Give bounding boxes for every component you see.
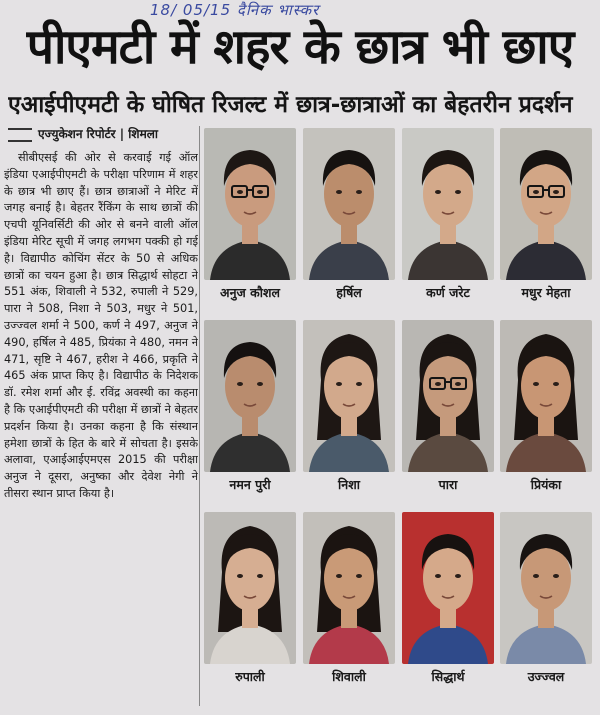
student-card [500,512,596,705]
student-name-caption: कर्ण जरेट [426,285,470,300]
student-card [204,512,300,705]
student-name-caption: हर्षिल [336,285,362,300]
student-photo [500,512,592,664]
student-card [303,320,399,513]
student-photo [402,128,494,280]
student-photo [402,320,494,472]
article-body [4,150,198,705]
byline-marker [8,128,32,142]
student-card [402,128,498,321]
student-photo-grid [204,128,596,708]
student-name-caption: पारा [438,477,458,492]
student-name-caption: अनुज कौशल [220,285,280,300]
student-name-caption: उज्ज्वल [527,669,565,684]
student-card [303,128,399,321]
article-paragraph: सीबीएसई की ओर से करवाई गई ऑल इंडिया एआईपीएमटी के परीक्षा परिणाम में शहर के छात्र भी छाए हैं। छात्र छात्राओं ने मेरिट में जगह बनाई है। बेहतर रैंकिंग के साथ छात्रों की एचपी यूनिवर्सिटी की ओर से बनने वाली ऑल इंडिया मेरिट सूची में जगह लगभग पक्की हो गई है। विद्यापीठ कोचिंग सेंटर के 50 से अधिक छात्रों का चयन हुआ है। छात्र सिद्धार्थ सोहटा ने 551 अंक, शिवाली ने 532, रुपाली ने 529, पारा ने 508, निशा ने 503, मधुर ने 501, उज्ज्वल शर्मा ने 500, कर्ण ने 497, अनुज ने 490, हर्षिल ने 485, प्रियंका ने 480, नमन ने 471, सृष्टि ने 467, हरीश ने 466, प्रकृति ने 465 अंक प्राप्त किए है। विद्यापीठ के निदेशक डॉ. रमेश शर्मा और ई. रविंद्र अवस्थी का कहना है कि एआईपीएमटी की परीक्षा में छात्रों ने बेहतर प्रदर्शन किया है। उनका कहना है कि संस्थान हमेशा छात्रों के हित के बारे में सोचता है। इसके अलावा, एआईआईएमएस 2015 की परीक्षा अनुज ने दूसरा, अनुष्का और देवेश नेगी ने तीसरा स्थान प्राप्त किया है। [4,151,198,500]
student-name-caption: नमन पुरी [229,477,271,492]
student-photo [204,128,296,280]
student-photo [204,512,296,664]
student-card [204,320,300,513]
student-photo [303,512,395,664]
student-card [303,512,399,705]
subheadline: एआईपीएमटी के घोषित रिजल्ट में छात्र-छात्राओं का बेहतरीन प्रदर्शन [8,92,573,118]
student-card [204,128,300,321]
student-name-caption: मधुर मेहता [521,285,571,300]
student-name-caption: सिद्धार्थ [431,669,465,684]
byline: एज्युकेशन रिपोर्टर | शिमला [38,127,158,141]
student-photo [303,128,395,280]
student-card [402,320,498,513]
student-photo [500,320,592,472]
handwritten-date-note: 18/ 05/15 दैनिक भास्कर [150,1,320,19]
student-card [402,512,498,705]
student-card [500,320,596,513]
student-photo [402,512,494,664]
student-photo [204,320,296,472]
student-name-caption: रुपाली [235,669,265,684]
headline: पीएमटी में शहर के छात्र भी छाए [26,19,574,75]
column-divider [199,126,200,706]
student-name-caption: प्रियंका [530,477,562,492]
student-photo [500,128,592,280]
student-name-caption: शिवाली [332,669,366,684]
student-photo [303,320,395,472]
student-name-caption: निशा [338,477,360,492]
student-card [500,128,596,321]
